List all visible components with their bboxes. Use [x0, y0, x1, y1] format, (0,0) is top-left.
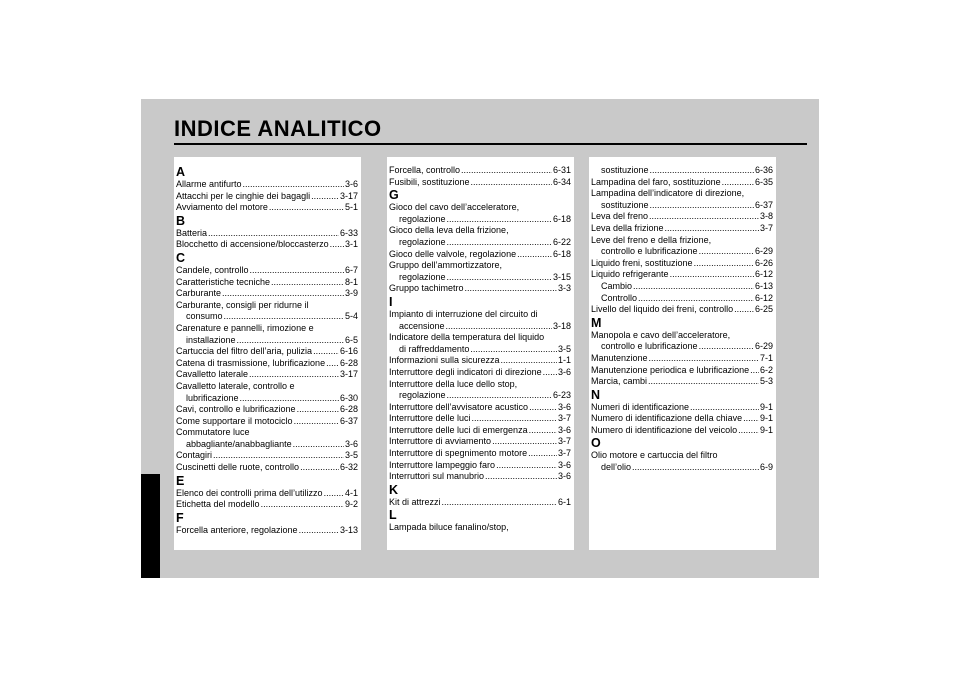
- page-number: 6-18: [552, 213, 571, 224]
- entry-text: Interruttore delle luci: [389, 413, 471, 424]
- index-entry: [389, 460, 571, 472]
- page-number: 6-29: [754, 341, 773, 352]
- entry-text: Leva del freno: [591, 211, 649, 222]
- entry-text: Catena di trasmissione, lubrificazione: [176, 357, 326, 368]
- index-entry: [389, 413, 571, 425]
- index-entry: [389, 260, 571, 283]
- page-number: 5-3: [759, 376, 773, 387]
- dot-leader: [722, 177, 754, 189]
- dot-leader: [240, 393, 339, 405]
- page-number: 6-29: [754, 246, 773, 257]
- entry-text: Manutenzione: [591, 352, 648, 363]
- dot-leader: [699, 341, 754, 353]
- page-number: 6-28: [339, 404, 358, 415]
- page-number: 6-31: [552, 165, 571, 175]
- dot-leader: [501, 355, 557, 367]
- entry-text: regolazione: [399, 236, 446, 247]
- page-number: 3-6: [557, 459, 571, 470]
- page-number: 5-1: [344, 202, 358, 213]
- index-entry: [591, 165, 773, 177]
- entry-text: Lampada biluce fanalino/stop,: [389, 522, 509, 533]
- entry-text: Kit di attrezzi: [389, 496, 441, 507]
- entry-text: dell’olio: [601, 462, 632, 473]
- page-number: 3-7: [557, 436, 571, 447]
- dot-leader: [447, 272, 552, 284]
- page-number: 6-12: [754, 292, 773, 303]
- entry-text: Marcia, cambi: [591, 376, 648, 387]
- dot-leader: [496, 460, 557, 472]
- index-entry: [389, 249, 571, 261]
- entry-text: controllo e lubrificazione: [601, 341, 698, 352]
- dot-leader: [699, 246, 754, 258]
- dot-leader: [543, 367, 557, 379]
- dot-leader: [243, 179, 344, 191]
- page-number: 9-1: [759, 424, 773, 435]
- dot-leader: [300, 462, 339, 474]
- entry-text: sostituzione: [601, 199, 649, 210]
- dot-leader: [650, 165, 754, 177]
- dot-leader: [649, 211, 759, 223]
- dot-leader: [470, 344, 557, 356]
- entry-text: accensione: [399, 320, 445, 331]
- index-entry: [591, 365, 773, 377]
- dot-leader: [299, 525, 339, 537]
- dot-leader: [208, 228, 339, 240]
- page-number: 3-9: [344, 288, 358, 299]
- page-number: 4-1: [344, 487, 358, 498]
- dot-leader: [632, 462, 759, 474]
- dot-leader: [649, 353, 759, 365]
- entry-text: Fusibili, sostituzione: [389, 176, 470, 187]
- page-number: 3-6: [557, 471, 571, 482]
- entry-text: Cartuccia del filtro dell’aria, pulizia: [176, 346, 313, 357]
- entry-text: Etichetta del modello: [176, 499, 260, 510]
- index-entry: [591, 376, 773, 388]
- dot-leader: [528, 448, 557, 460]
- dot-leader: [471, 177, 552, 189]
- page-number: 3-6: [557, 401, 571, 412]
- dot-leader: [447, 390, 552, 402]
- page-number: 8-1: [344, 276, 358, 287]
- dot-leader: [294, 416, 339, 428]
- page-number: 3-6: [557, 424, 571, 435]
- index-entry: [176, 358, 358, 370]
- entry-lead-text: Interruttore della luce dello stop,: [389, 378, 518, 389]
- dot-leader: [271, 277, 344, 289]
- page-number: 9-1: [759, 401, 773, 412]
- index-entry: [591, 269, 773, 281]
- index-entry: [389, 355, 571, 367]
- entry-lead-text: Olio motore e cartuccia del filtro: [591, 450, 718, 461]
- dot-leader: [446, 321, 552, 333]
- entry-text: Cambio: [601, 280, 633, 291]
- index-entry: [591, 293, 773, 305]
- index-letter: M: [591, 315, 602, 330]
- entry-lead-text: Carenature e pannelli, rimozione e: [176, 322, 314, 333]
- page-number: 6-12: [754, 269, 773, 280]
- page-number: 6-16: [339, 346, 358, 357]
- page-number: 6-18: [552, 248, 571, 259]
- index-entry: [389, 225, 571, 248]
- entry-lead-text: Impianto di interruzione del circuito di: [389, 308, 538, 319]
- index-entry: [389, 332, 571, 355]
- index-entry: [176, 381, 358, 404]
- page-number: 3-7: [759, 222, 773, 233]
- index-entry: [389, 522, 571, 534]
- index-entry: [176, 179, 358, 191]
- page-number: 6-36: [754, 165, 773, 175]
- page-number: 6-35: [754, 176, 773, 187]
- index-letter: K: [389, 482, 399, 497]
- page-number: 6-30: [339, 392, 358, 403]
- entry-text: abbagliante/anabbagliante: [186, 438, 292, 449]
- entry-lead-text: Carburante, consigli per ridurne il: [176, 299, 309, 310]
- index-entry: [176, 277, 358, 289]
- entry-lead-text: Gioco del cavo dell’acceleratore,: [389, 202, 520, 213]
- entry-text: Interruttore delle luci di emergenza: [389, 424, 528, 435]
- entry-text: Elenco dei controlli prima dell’utilizzo: [176, 487, 323, 498]
- index-entry: [389, 497, 571, 509]
- entry-text: Livello del liquido dei freni, controllo: [591, 304, 734, 315]
- index-entry: [389, 448, 571, 460]
- dot-leader: [297, 404, 339, 416]
- index-column-2: [387, 157, 574, 550]
- entry-text: Avviamento del motore: [176, 202, 268, 213]
- index-entry: [176, 239, 358, 251]
- index-letter: B: [176, 213, 186, 228]
- page-number: 1-1: [557, 355, 571, 366]
- page-number: 6-37: [754, 199, 773, 210]
- page-number: 6-34: [552, 176, 571, 187]
- entry-text: Liquido refrigerante: [591, 269, 669, 280]
- dot-leader: [447, 214, 552, 226]
- index-entry: [176, 462, 358, 474]
- index-letter: I: [389, 294, 393, 309]
- page-number: 3-15: [552, 271, 571, 282]
- index-entry: [591, 353, 773, 365]
- entry-text: Batteria: [176, 227, 208, 238]
- index-entry: [389, 283, 571, 295]
- page-number: 3-3: [557, 283, 571, 294]
- index-entry: [176, 427, 358, 450]
- page-number: 5-4: [344, 311, 358, 322]
- page-number: 6-37: [339, 415, 358, 426]
- dot-leader: [694, 258, 754, 270]
- page-number: 3-1: [344, 239, 358, 250]
- dot-leader: [465, 283, 557, 295]
- dot-leader: [690, 402, 759, 414]
- entry-lead-text: Lampadina dell’indicatore di direzione,: [591, 188, 745, 199]
- entry-text: Interruttore lampeggio faro: [389, 459, 496, 470]
- entry-text: Attacchi per le cinghie dei bagagli: [176, 190, 311, 201]
- dot-leader: [638, 293, 754, 305]
- dot-leader: [269, 202, 344, 214]
- entry-text: Cavalletto laterale: [176, 369, 249, 380]
- dot-leader: [222, 288, 344, 300]
- index-entry: [389, 165, 571, 177]
- entry-text: consumo: [186, 311, 223, 322]
- dot-leader: [529, 425, 557, 437]
- page-number: 6-5: [344, 334, 358, 345]
- entry-text: Leva della frizione: [591, 222, 664, 233]
- index-letter: E: [176, 473, 185, 488]
- dot-leader: [249, 369, 339, 381]
- dot-leader: [224, 311, 344, 323]
- entry-text: Cuscinetti delle ruote, controllo: [176, 462, 300, 473]
- entry-text: regolazione: [399, 213, 446, 224]
- page-number: 3-13: [339, 524, 358, 535]
- entry-text: Blocchetto di accensione/bloccasterzo: [176, 239, 329, 250]
- entry-lead-text: Manopola e cavo dell’acceleratore,: [591, 329, 731, 340]
- dot-leader: [237, 335, 344, 347]
- index-entry: [389, 177, 571, 189]
- index-entry: [591, 425, 773, 437]
- index-entry: [591, 330, 773, 353]
- index-entry: [176, 416, 358, 428]
- index-entry: [176, 288, 358, 300]
- dot-leader: [213, 450, 344, 462]
- index-entry: [591, 413, 773, 425]
- entry-text: Numero di identificazione della chiave: [591, 413, 743, 424]
- page-number: 7-1: [759, 352, 773, 363]
- index-letter: N: [591, 387, 601, 402]
- dot-leader: [293, 439, 344, 451]
- dot-leader: [461, 165, 552, 177]
- index-entry: [389, 309, 571, 332]
- dot-leader: [529, 402, 557, 414]
- page-number: 3-5: [557, 343, 571, 354]
- page-number: 3-7: [557, 448, 571, 459]
- entry-text: Come supportare il motociclo: [176, 415, 293, 426]
- dot-leader: [324, 488, 344, 500]
- dot-leader: [250, 265, 344, 277]
- entry-text: Interruttore di avviamento: [389, 436, 492, 447]
- title-rule: [174, 143, 807, 145]
- index-entry: [389, 202, 571, 225]
- entry-text: Numero di identificazione del veicolo: [591, 424, 738, 435]
- page-number: 6-23: [552, 390, 571, 401]
- dot-leader: [261, 499, 344, 511]
- entry-text: Forcella anteriore, regolazione: [176, 524, 298, 535]
- entry-text: Controllo: [601, 292, 638, 303]
- dot-leader: [326, 358, 339, 370]
- dot-leader: [665, 223, 759, 235]
- page-number: 6-26: [754, 257, 773, 268]
- page-number: 6-9: [759, 462, 773, 473]
- index-entry: [176, 191, 358, 203]
- index-entry: [389, 425, 571, 437]
- dot-leader: [330, 239, 344, 251]
- index-entry: [591, 211, 773, 223]
- entry-text: Interruttore di spegnimento motore: [389, 448, 528, 459]
- index-entry: [591, 450, 773, 473]
- entry-text: Gioco delle valvole, regolazione: [389, 248, 517, 259]
- dot-leader: [311, 191, 339, 203]
- entry-text: Gruppo tachimetro: [389, 283, 464, 294]
- page-number: 6-2: [759, 364, 773, 375]
- page-number: 6-33: [339, 227, 358, 238]
- page-number: 3-5: [344, 450, 358, 461]
- index-entry: [176, 499, 358, 511]
- page-number: 3-8: [759, 211, 773, 222]
- dot-leader: [650, 200, 754, 212]
- index-entry: [176, 346, 358, 358]
- entry-text: Numeri di identificazione: [591, 401, 690, 412]
- page-number: 9-1: [759, 413, 773, 424]
- dot-leader: [313, 346, 339, 358]
- index-entry: [389, 402, 571, 414]
- entry-lead-text: Commutatore luce: [176, 427, 250, 438]
- entry-text: Contagiri: [176, 450, 213, 461]
- page-number: 3-6: [344, 179, 358, 189]
- entry-text: Interruttore dell’avvisatore acustico: [389, 401, 529, 412]
- index-entry: [176, 525, 358, 537]
- index-letter: C: [176, 250, 186, 265]
- page-number: 6-7: [344, 264, 358, 275]
- index-letter: O: [591, 436, 601, 451]
- entry-text: Candele, controllo: [176, 264, 249, 275]
- page-number: 3-18: [552, 320, 571, 331]
- index-entry: [591, 235, 773, 258]
- entry-text: Manutenzione periodica e lubrificazione: [591, 364, 750, 375]
- entry-text: controllo e lubrificazione: [601, 246, 698, 257]
- entry-text: lubrificazione: [186, 392, 239, 403]
- entry-text: Informazioni sulla sicurezza: [389, 355, 500, 366]
- index-entry: [176, 323, 358, 346]
- page-number: 3-6: [557, 366, 571, 377]
- dot-leader: [472, 413, 557, 425]
- dot-leader: [517, 249, 552, 261]
- index-entry: [591, 402, 773, 414]
- index-letter: F: [176, 510, 184, 525]
- index-entry: [591, 258, 773, 270]
- section-tab: [141, 474, 160, 578]
- index-entry: [176, 488, 358, 500]
- entry-text: Carburante: [176, 288, 222, 299]
- page-number: 6-22: [552, 236, 571, 247]
- dot-leader: [442, 497, 557, 509]
- index-entry: [389, 471, 571, 483]
- dot-leader: [743, 413, 759, 425]
- entry-text: Interruttore degli indicatori di direzione: [389, 366, 542, 377]
- index-entry: [591, 177, 773, 189]
- entry-lead-text: Leve del freno e della frizione,: [591, 234, 712, 245]
- index-entry: [176, 404, 358, 416]
- index-entry: [591, 188, 773, 211]
- index-entry: [176, 265, 358, 277]
- entry-text: installazione: [186, 334, 236, 345]
- entry-text: regolazione: [399, 390, 446, 401]
- entry-text: di raffreddamento: [399, 343, 470, 354]
- page-number: 3-17: [339, 190, 358, 201]
- entry-text: regolazione: [399, 271, 446, 282]
- dot-leader: [447, 237, 552, 249]
- index-entry: [389, 436, 571, 448]
- entry-text: Allarme antifurto: [176, 179, 242, 189]
- index-entry: [176, 450, 358, 462]
- page-number: 6-13: [754, 280, 773, 291]
- index-column-3: [589, 157, 776, 550]
- entry-lead-text: Indicatore della temperatura del liquido: [389, 332, 545, 343]
- index-entry: [591, 281, 773, 293]
- index-letter: G: [389, 188, 399, 203]
- index-letter: L: [389, 508, 397, 523]
- page-number: 3-7: [557, 413, 571, 424]
- dot-leader: [738, 425, 759, 437]
- dot-leader: [734, 304, 754, 316]
- entry-text: Lampadina del faro, sostituzione: [591, 176, 721, 187]
- page-title: INDICE ANALITICO: [174, 116, 382, 141]
- page-number: 3-17: [339, 369, 358, 380]
- index-entry: [389, 367, 571, 379]
- entry-lead-text: Gruppo dell’ammortizzatore,: [389, 260, 503, 271]
- entry-lead-text: Gioco della leva della frizione,: [389, 225, 509, 236]
- dot-leader: [648, 376, 759, 388]
- page-number: 6-1: [557, 496, 571, 507]
- index-letter: A: [176, 165, 186, 179]
- page-number: 6-32: [339, 462, 358, 473]
- page-number: 6-28: [339, 357, 358, 368]
- index-entry: [176, 369, 358, 381]
- entry-text: Forcella, controllo: [389, 165, 461, 175]
- dot-leader: [750, 365, 759, 377]
- entry-text: Interruttori sul manubrio: [389, 471, 485, 482]
- dot-leader: [633, 281, 754, 293]
- dot-leader: [485, 471, 557, 483]
- index-column-1: [174, 157, 361, 550]
- entry-lead-text: Cavalletto laterale, controllo e: [176, 380, 295, 391]
- entry-text: sostituzione: [601, 165, 649, 175]
- dot-leader: [670, 269, 754, 281]
- index-entry: [176, 300, 358, 323]
- index-entry: [591, 223, 773, 235]
- page-number: 3-6: [344, 438, 358, 449]
- index-entry: [389, 379, 571, 402]
- index-entry: [176, 202, 358, 214]
- entry-text: Caratteristiche tecniche: [176, 276, 271, 287]
- page-number: 9-2: [344, 499, 358, 510]
- dot-leader: [492, 436, 557, 448]
- page-number: 6-25: [754, 304, 773, 315]
- entry-text: Cavi, controllo e lubrificazione: [176, 404, 296, 415]
- entry-text: Liquido freni, sostituzione: [591, 257, 693, 268]
- index-entry: [176, 228, 358, 240]
- index-entry: [591, 304, 773, 316]
